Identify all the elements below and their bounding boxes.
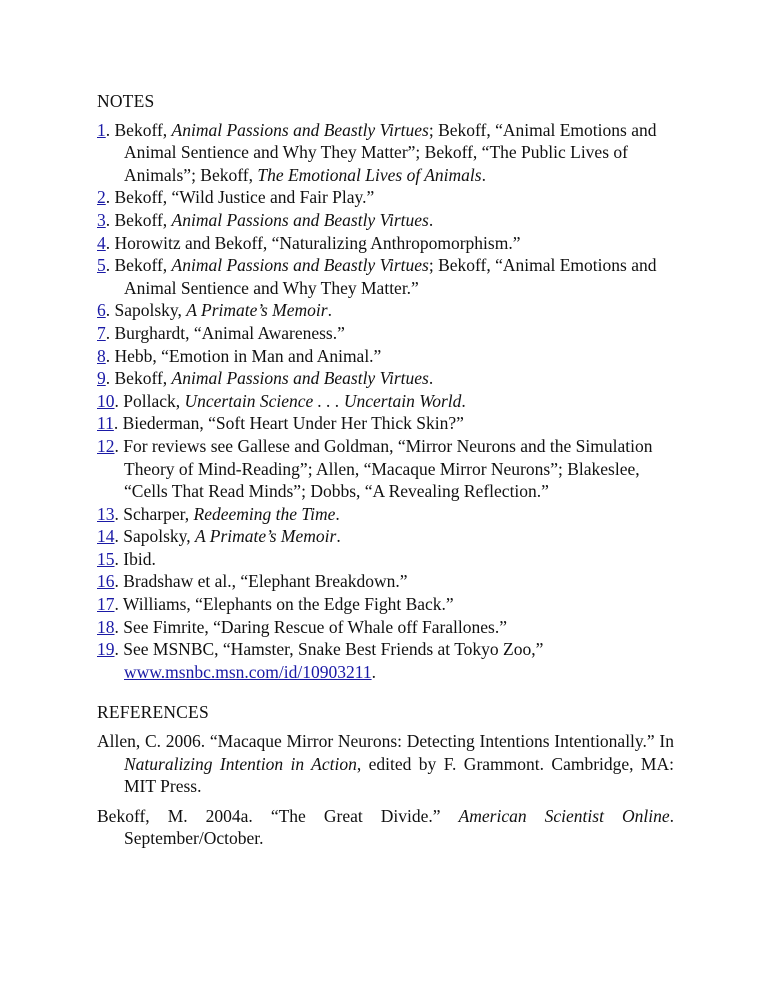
note-number-link[interactable]: 9 [97,368,106,389]
note-item [97,232,674,255]
note-text: . Ibid. [114,548,156,569]
note-text: . Burghardt, “Animal Awareness.” [105,322,345,343]
note-number-link[interactable]: 13 [97,503,115,524]
note-item [97,254,674,299]
note-number-link[interactable]: 14 [97,526,115,547]
note-number-link[interactable]: 8 [97,345,106,366]
note-item [97,299,674,322]
note-text: . See MSNBC, “Hamster, Snake Best Friends at Tokyo Zoo,” [114,639,544,660]
italic-title: Redeeming the Time [193,503,336,524]
italic-title: Animal Passions and Beastly Virtues [171,255,429,276]
note-number-link[interactable]: 7 [97,322,106,343]
note-text: ; Bekoff, “Animal Emotions and Animal Sentience and Why They Matter.” [124,255,657,298]
note-text: . [481,164,486,185]
note-item [97,593,674,616]
note-text: . Horowitz and Bekoff, “Naturalizing Anthropomorphism.” [105,232,521,253]
note-text: . Williams, “Elephants on the Edge Fight Back.” [114,594,454,615]
note-text: Allen, C. 2006. “Macaque Mirror Neurons: Detecting Intentions Intentionally.” In [97,731,674,752]
notes-heading: NOTES [97,91,155,111]
note-text: . [371,661,376,682]
note-item [97,548,674,571]
note-text: . Hebb, “Emotion in Man and Animal.” [105,345,382,366]
italic-title: American Scientist Online [458,805,670,826]
note-text: . [428,368,434,389]
note-item [97,322,674,345]
note-text: . [461,390,466,411]
reference-entry [97,730,674,798]
note-number-link[interactable]: 11 [97,413,114,434]
note-text: . [428,209,434,230]
note-text: . Bekoff, “Wild Justice and Fair Play.” [105,187,375,208]
references-heading: REFERENCES [97,702,209,723]
italic-title: The Emotional Lives of Animals [257,164,482,185]
note-text: , edited by F. Grammont. Cambridge, MA: MIT Press. [124,753,674,797]
note-item [97,616,674,639]
note-text: . Bradshaw et al., “Elephant Breakdown.” [114,571,408,592]
note-number-link[interactable]: 2 [97,187,106,208]
note-item [97,186,674,209]
note-number-link[interactable]: 6 [97,300,106,321]
note-number-link[interactable]: 3 [97,209,106,230]
note-text: ; Bekoff, “Animal Emotions and Animal Sentience and Why They Matter”; Bekoff, “The Public Lives of Animals”; Bekoff, [124,119,657,185]
url-link[interactable]: www.msnbc.msn.com/id/10903211 [124,661,372,682]
note-number-link[interactable]: 18 [97,616,115,637]
note-text: . Scharper, [114,503,194,524]
note-number-link[interactable]: 16 [97,571,115,592]
note-text: . [335,503,340,524]
note-number-link[interactable]: 12 [97,435,115,456]
note-text: . Bekoff, [105,368,172,389]
note-item [97,367,674,390]
note-text: . For reviews see Gallese and Goldman, “Mirror Neurons and the Simulation Theory of Mind-Reading”; Allen, “Macaque Mirror Neurons”; Blakeslee, “Cells That Read Minds”; Dobbs, “A Revealing Reflection.” [114,435,653,502]
note-item [97,390,674,413]
note-text: . Bekoff, [105,255,172,276]
note-number-link[interactable]: 5 [97,255,106,276]
italic-title: Animal Passions and Beastly Virtues [171,368,429,389]
note-text: . Biederman, “Soft Heart Under Her Thick Skin?” [113,413,464,434]
italic-title: Naturalizing Intention in Action [124,753,357,774]
reference-entry [97,805,674,850]
note-item [97,209,674,232]
note-text: . Sapolsky, [114,526,196,547]
note-number-link[interactable]: 1 [97,119,106,140]
note-number-link[interactable]: 17 [97,594,115,615]
italic-title: A Primate’s Memoir [186,300,328,321]
references-list [97,730,674,850]
note-number-link[interactable]: 15 [97,548,115,569]
note-text: . [327,300,332,321]
note-text: . See Fimrite, “Daring Rescue of Whale off Farallones.” [114,616,507,637]
italic-title: Animal Passions and Beastly Virtues [171,209,429,230]
note-item [97,638,674,683]
note-text: . September/October. [124,805,674,849]
italic-title: A Primate’s Memoir [195,526,337,547]
note-number-link[interactable]: 4 [97,232,106,253]
note-text: . Bekoff, [105,119,172,140]
note-number-link[interactable]: 19 [97,639,115,660]
note-text: . Pollack, [114,390,185,411]
note-item [97,119,674,187]
note-text: . [336,526,341,547]
note-item [97,503,674,526]
note-item [97,345,674,368]
note-item [97,525,674,548]
note-number-link[interactable]: 10 [97,390,115,411]
italic-title: Animal Passions and Beastly Virtues [171,119,429,140]
italic-title: Uncertain Science . . . Uncertain World [184,390,462,411]
note-item [97,435,674,503]
note-text: Bekoff, M. 2004a. “The Great Divide.” [97,805,459,826]
note-item [97,570,674,593]
notes-list [97,119,674,684]
note-text: . Sapolsky, [105,300,187,321]
note-item [97,412,674,435]
note-text: . Bekoff, [105,209,172,230]
